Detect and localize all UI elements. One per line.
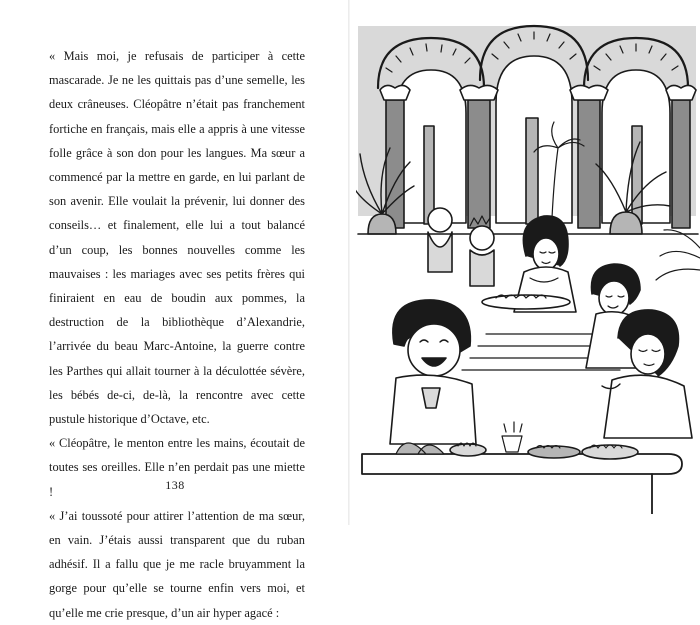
body-text <box>49 44 305 625</box>
palace-banquet-illustration <box>356 8 700 514</box>
fern-right <box>656 230 700 280</box>
potted-plant-left <box>368 214 396 234</box>
potted-plant-right <box>610 212 642 234</box>
column-1 <box>386 100 404 228</box>
inner-column-2 <box>526 118 538 224</box>
inner-column-1 <box>424 126 434 224</box>
paragraph-1: « Mais moi, je refusais de participer à cette mascarade. Je ne les quittais pas d’une semelle, les deux crâneuses. Cléopâtre n’était pas franchement fortiche en français, mais elle a appris à une vitesse folle grâce à son don pour les langues. Ma sœur a commencé par la mettre en garde, en lui parlant de son avenir. Elle voulait la prévenir, lui donner des conseils… et finalement, elle lui a tout balancé d’un coup, les bonnes nouvelles comme les mauvaises : les mariages avec ses petits frères qui finiraient en eau de boudin aux pommes, la destruction de la bibliothèque d’Alexandrie, l’arrivée du beau Marc-Antoine, la guerre contre les Parthes qui allait tourner à la déculottée sévère, les bébés de-ci, de-là, la rencontre avec cette pustule historique d’Octave, etc. <box>49 49 305 427</box>
capital-4 <box>666 85 696 100</box>
paragraph-2: « Cléopâtre, le menton entre les mains, écoutait de toutes ses oreilles. Elle n’en perdait pas une miette ! <box>49 436 305 499</box>
banquet-table <box>362 454 682 474</box>
right-page <box>350 0 700 525</box>
paragraph-3: « J’ai toussoté pour attirer l’attention de ma sœur, en vain. J’étais aussi transparent que du ruban adhésif. Il a fallu que je me racle bruyamment la gorge pour qu’elle se tourne enfin vers moi, et qu’elle me crie presque, d’un air hyper agacé : <box>49 508 305 620</box>
column-4 <box>672 100 690 228</box>
capital-3 <box>570 85 608 100</box>
left-page <box>0 0 348 620</box>
fruit-bowl <box>450 444 486 456</box>
column-2 <box>468 100 490 228</box>
capital-1 <box>380 85 410 100</box>
laughing-figure-left <box>390 300 476 444</box>
page-number: 138 <box>165 478 185 492</box>
capital-2 <box>460 85 498 100</box>
drinking-cup <box>502 422 522 452</box>
